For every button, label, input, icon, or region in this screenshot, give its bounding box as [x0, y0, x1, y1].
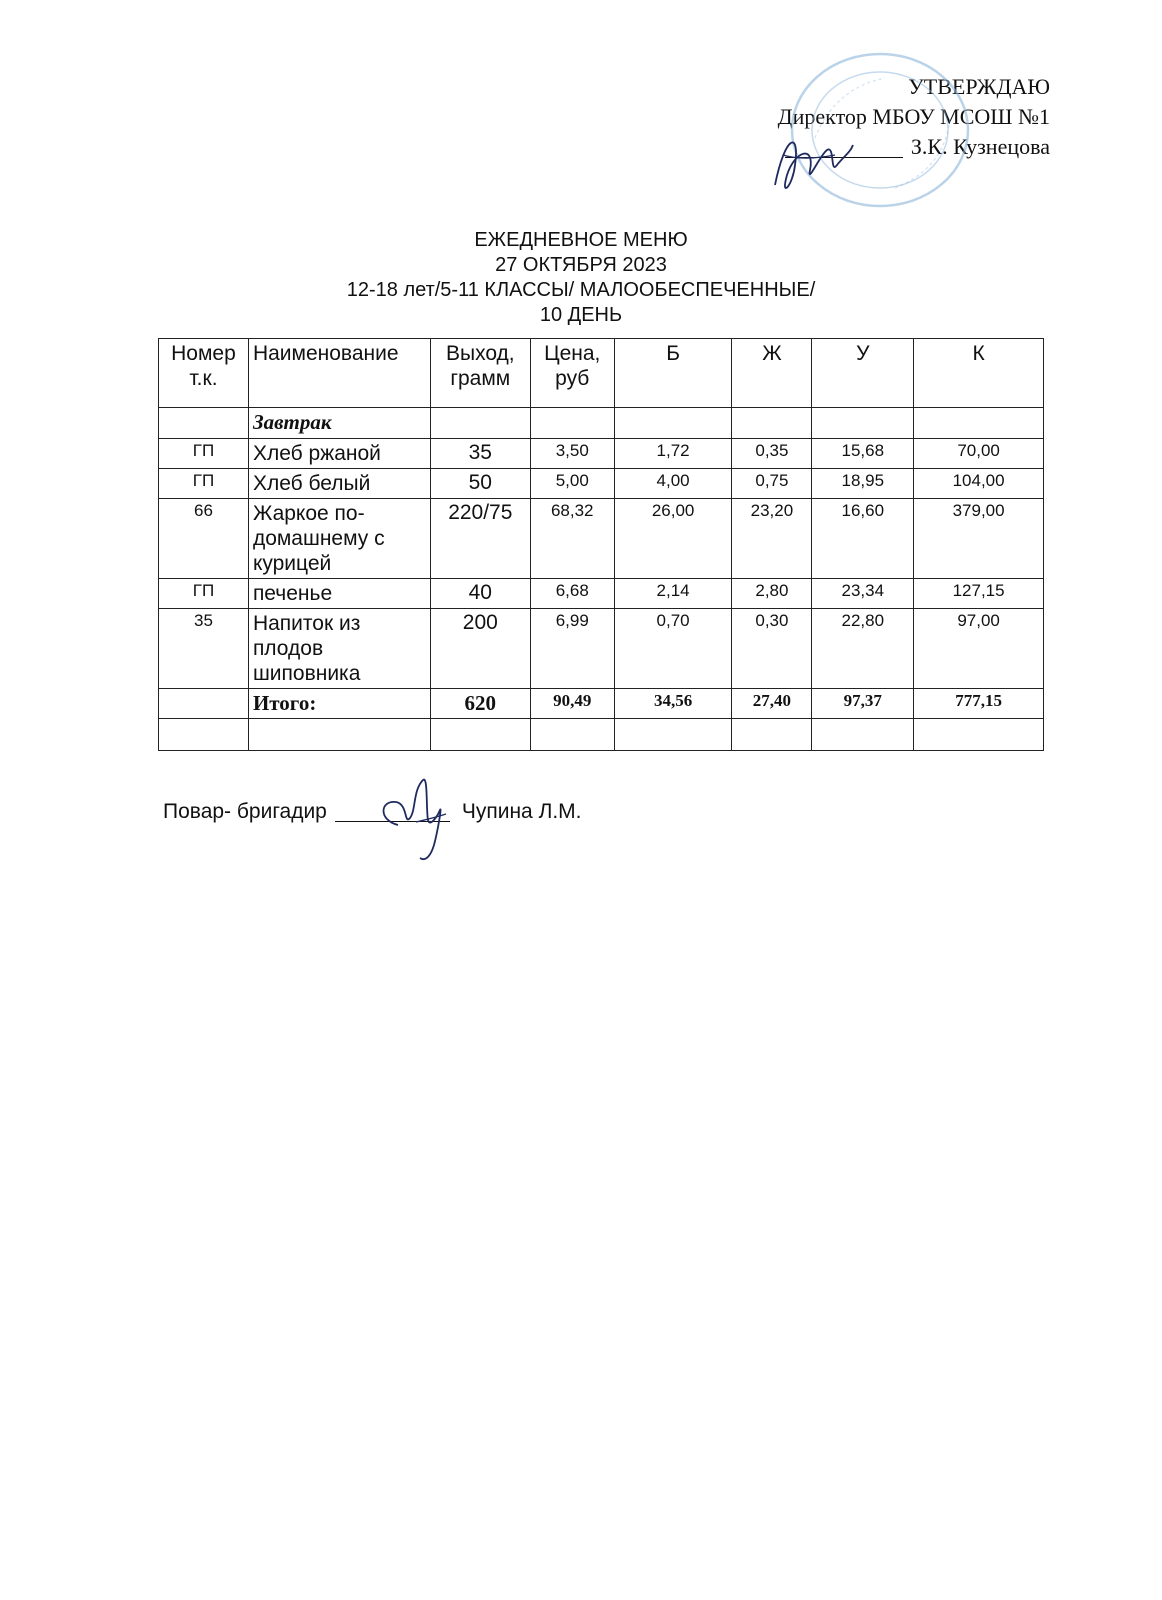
- cell-price: 6,99: [530, 609, 614, 689]
- section-label: Завтрак: [248, 408, 430, 439]
- total-label: Итого:: [248, 689, 430, 719]
- cell-name: Хлеб белый: [248, 469, 430, 499]
- approver-position: Директор МБОУ МСОШ №1: [777, 104, 1050, 129]
- cell-name: Напиток из плодов шиповника: [248, 609, 430, 689]
- approver-name: З.К. Кузнецова: [910, 134, 1050, 159]
- cell-num: 66: [159, 499, 249, 579]
- cell-b: 1,72: [614, 439, 732, 469]
- total-b: 34,56: [614, 689, 732, 719]
- total-row: [159, 689, 1044, 719]
- total-price: 90,49: [530, 689, 614, 719]
- cook-name: Чупина Л.М.: [461, 800, 582, 823]
- table-header-row: [159, 339, 1044, 408]
- menu-title: ЕЖЕДНЕВНОЕ МЕНЮ: [474, 229, 688, 251]
- cell-zh: 0,30: [732, 609, 812, 689]
- cell-b: 26,00: [614, 499, 732, 579]
- col-header-u: У: [812, 339, 914, 408]
- cell-name: Хлеб ржаной: [248, 439, 430, 469]
- cell-k: 70,00: [914, 439, 1044, 469]
- director-signature-icon: [765, 115, 860, 205]
- cell-name: Жаркое по-домашнему с курицей: [248, 499, 430, 579]
- table-row: [159, 439, 1044, 469]
- menu-date: 27 ОКТЯБРЯ 2023: [495, 254, 667, 276]
- cell-b: 2,14: [614, 579, 732, 609]
- cell-price: 3,50: [530, 439, 614, 469]
- document-title: [0, 228, 1162, 328]
- total-out: 620: [430, 689, 530, 719]
- cell-zh: 0,35: [732, 439, 812, 469]
- cell-zh: 23,20: [732, 499, 812, 579]
- col-header-price: Цена, руб: [530, 339, 614, 408]
- cell-u: 16,60: [812, 499, 914, 579]
- col-header-zh: Ж: [732, 339, 812, 408]
- cell-b: 4,00: [614, 469, 732, 499]
- cell-u: 23,34: [812, 579, 914, 609]
- cell-name: печенье: [248, 579, 430, 609]
- cell-out: 35: [430, 439, 530, 469]
- cook-signature-icon: [368, 770, 458, 865]
- cell-price: 6,68: [530, 579, 614, 609]
- cell-b: 0,70: [614, 609, 732, 689]
- table-row: [159, 579, 1044, 609]
- cell-zh: 0,75: [732, 469, 812, 499]
- cell-out: 50: [430, 469, 530, 499]
- col-header-num: Номер т.к.: [159, 339, 249, 408]
- cell-num: ГП: [159, 439, 249, 469]
- cell-out: 40: [430, 579, 530, 609]
- cell-out: 200: [430, 609, 530, 689]
- table-row: [159, 499, 1044, 579]
- col-header-b: Б: [614, 339, 732, 408]
- section-row: [159, 408, 1044, 439]
- cell-zh: 2,80: [732, 579, 812, 609]
- cell-k: 127,15: [914, 579, 1044, 609]
- table-row: [159, 609, 1044, 689]
- menu-day: 10 ДЕНЬ: [539, 304, 623, 326]
- total-u: 97,37: [812, 689, 914, 719]
- cell-k: 104,00: [914, 469, 1044, 499]
- table-row: [159, 469, 1044, 499]
- total-zh: 27,40: [732, 689, 812, 719]
- cook-role: Повар- бригадир: [163, 800, 327, 823]
- cell-k: 97,00: [914, 609, 1044, 689]
- total-k: 777,15: [914, 689, 1044, 719]
- menu-table: [158, 338, 1044, 751]
- cell-k: 379,00: [914, 499, 1044, 579]
- cell-num: ГП: [159, 579, 249, 609]
- cell-u: 15,68: [812, 439, 914, 469]
- empty-row: [159, 719, 1044, 751]
- cell-price: 5,00: [530, 469, 614, 499]
- col-header-name: Наименование: [248, 339, 430, 408]
- cell-u: 22,80: [812, 609, 914, 689]
- col-header-k: К: [914, 339, 1044, 408]
- cell-price: 68,32: [530, 499, 614, 579]
- cell-u: 18,95: [812, 469, 914, 499]
- menu-group: 12-18 лет/5-11 КЛАССЫ/ МАЛООБЕСПЕЧЕННЫЕ/: [346, 279, 816, 301]
- cell-out: 220/75: [430, 499, 530, 579]
- cell-num: 35: [159, 609, 249, 689]
- approve-word: УТВЕРЖДАЮ: [908, 74, 1050, 99]
- cell-num: ГП: [159, 469, 249, 499]
- col-header-out: Выход, грамм: [430, 339, 530, 408]
